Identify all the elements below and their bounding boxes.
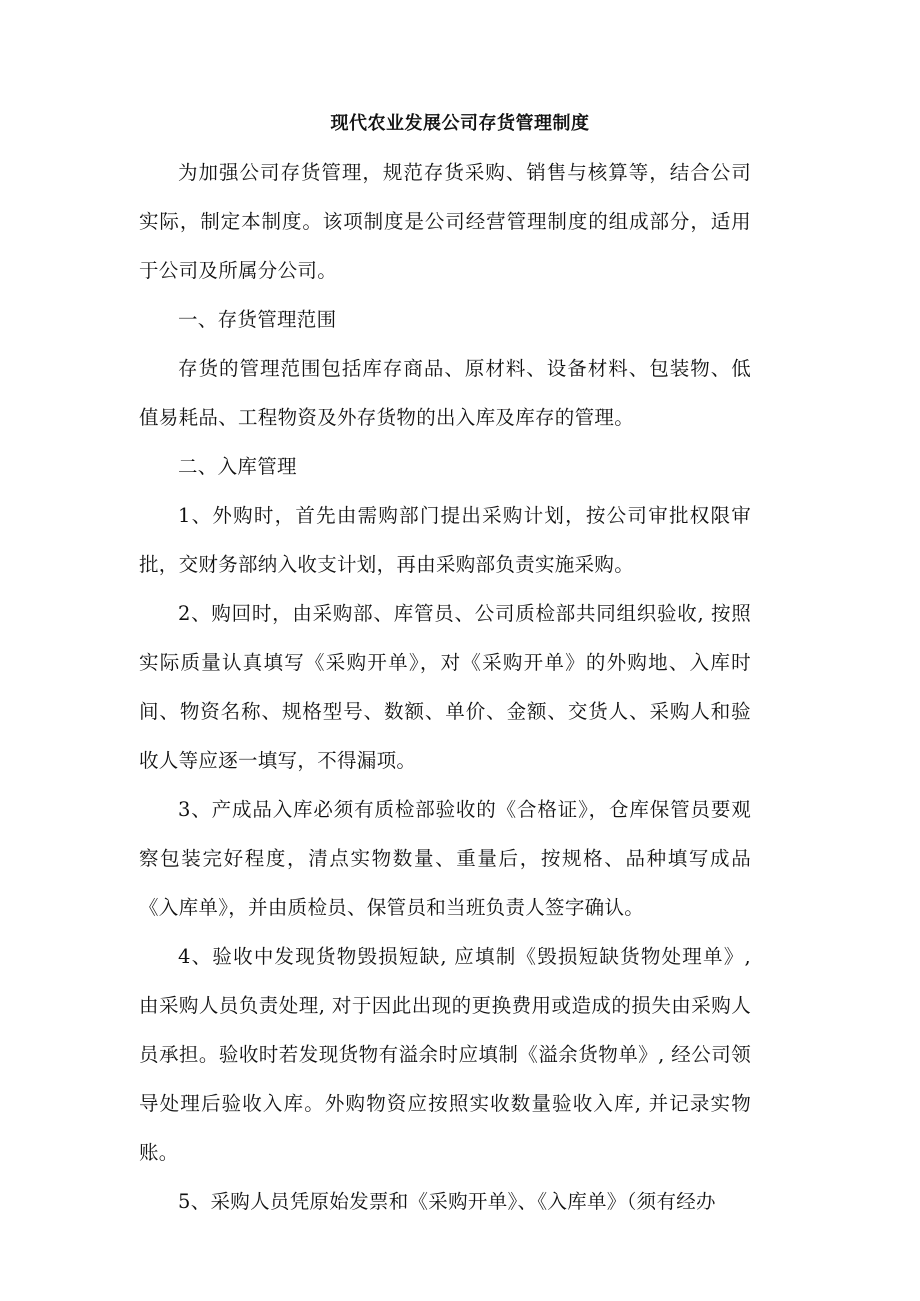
inbound-item-3: 3、产成品入库必须有质检部验收的《合格证》，仓库保管员要观察包装完好程度，清点实物数量、重量后，按规格、品种填写成品《入库单》，并由质检员、保管员和当班负责人签字确认。 (139, 798, 751, 919)
inbound-item-1: 1、外购时，首先由需购部门提出采购计划，按公司审批权限审批，交财务部纳入收支计划，再由采购部负责实施采购。 (139, 504, 751, 576)
inbound-item-2: 2、购回时，由采购部、库管员、公司质检部共同组织验收, 按照实际质量认真填写《采购开单》，对《采购开单》的外购地、入库时间、物资名称、规格型号、数额、单价、金额、交货人、采购人和验收人等应逐一填写，不得漏项。 (139, 602, 751, 772)
section-heading-scope: 一、存货管理范围 (178, 308, 337, 331)
inbound-item-4: 4、验收中发现货物毁损短缺, 应填制《毁损短缺货物处理单》, 由采购人员负责处理, 对于因此出现的更换费用或造成的损失由采购人员承担。验收时若发现货物有溢余时应填制《溢余货物单》, 经公司领导处理后验收入库。外购物资应按照实收数量验收入库, 并记录实物账。 (139, 945, 751, 1164)
scope-paragraph: 存货的管理范围包括库存商品、原材料、设备材料、包装物、低值易耗品、工程物资及外存货物的出入库及库存的管理。 (139, 357, 751, 429)
inbound-item-5: 5、采购人员凭原始发票和《采购开单》、《入库单》（须有经办 (178, 1190, 716, 1213)
document-body (139, 148, 751, 1226)
section-heading-inbound: 二、入库管理 (178, 455, 297, 478)
intro-paragraph: 为加强公司存货管理，规范存货采购、销售与核算等，结合公司实际，制定本制度。该项制度是公司经营管理制度的组成部分，适用于公司及所属分公司。 (139, 161, 751, 282)
document-title: 现代农业发展公司存货管理制度 (330, 113, 590, 134)
